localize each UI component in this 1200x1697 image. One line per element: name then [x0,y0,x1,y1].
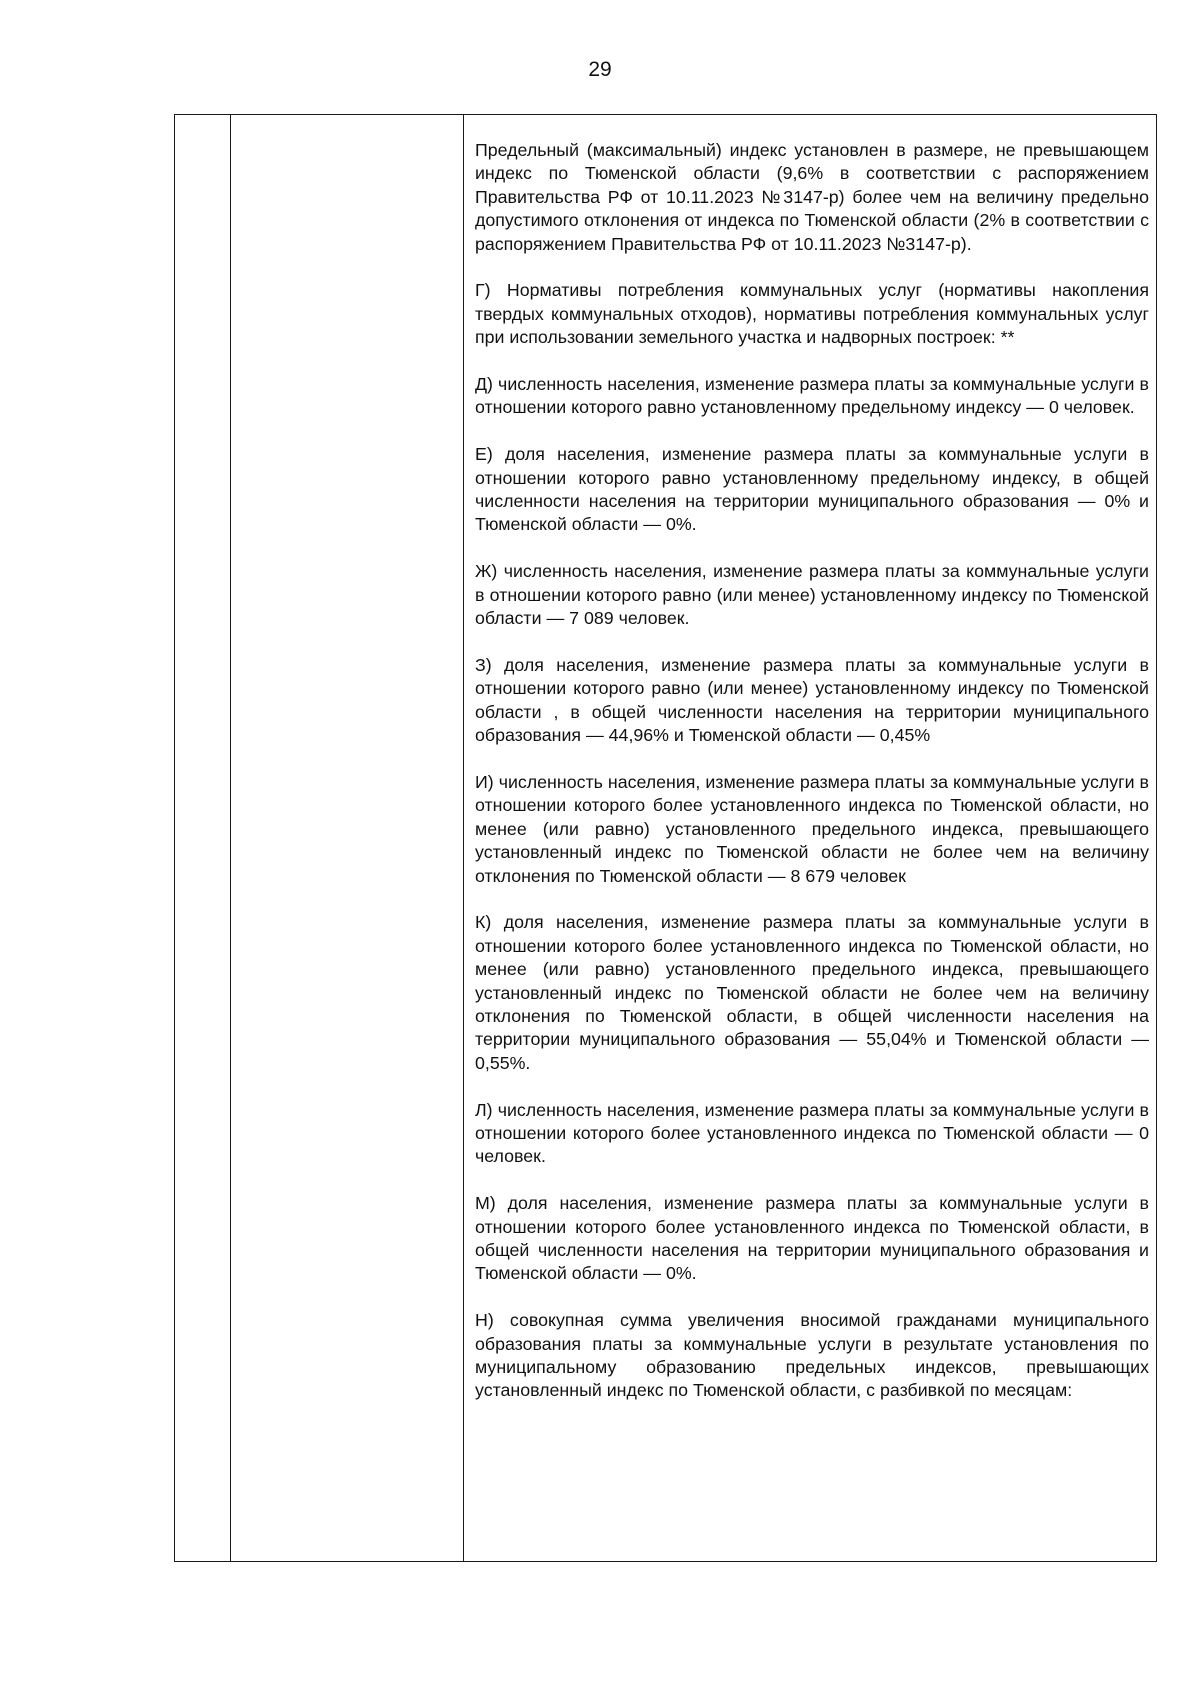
paragraph-z-share-below: З) доля населения, изменение размера платы за коммунальные услуги в отношении которого равно (или менее) установленному индексу по Тюменской области , в общей численности населения на территории муниципального образования — 44,96% и Тюменской области — 0,45% [475,654,1149,746]
paragraph-e-share-equal: Е) доля населения, изменение размера платы за коммунальные услуги в отношении которого равно установленному предельному индексу, в общей численности населения на территории муниципального образования — 0% и Тюменской области — 0%. [475,444,1149,535]
column-divider-1 [230,115,231,1561]
paragraph-zh-population-below: Ж) численность населения, изменение размера платы за коммунальные услуги в отношении которого равно (или менее) установленному индексу по Тюменской области — 7 089 человек. [475,561,1149,629]
column-divider-2 [463,115,464,1561]
paragraph-n-total-increase: Н) совокупная сумма увеличения вносимой гражданами муниципального образования платы за коммунальные услуги в результате установления по муниципальному образованию предельных индексов, превышающих установленный индекс по Тюменской области, с разбивкой по месяцам: [475,1310,1149,1401]
document-table [174,114,1157,1562]
paragraph-l-population-above: Л) численность населения, изменение размера платы за коммунальные услуги в отношении которого более установленного индекса по Тюменской области — 0 человек. [475,1099,1149,1167]
paragraph-max-index: Предельный (максимальный) индекс установлен в размере, не превышающем индекс по Тюменской области (9,6% в соответствии с распоряжением Правительства РФ от 10.11.2023 №3147-р) более чем на величину предельно допустимого отклонения от индекса по Тюменской области (2% в соответствии с распоряжением Правительства РФ от 10.11.2023 №3147-р). [475,140,1149,254]
paragraph-m-share-above: М) доля населения, изменение размера платы за коммунальные услуги в отношении которого более установленного индекса по Тюменской области, в общей численности населения на территории муниципального образования и Тюменской области — 0%. [475,1193,1149,1284]
paragraph-i-population-within: И) численность населения, изменение размера платы за коммунальные услуги в отношении которого более установленного индекса по Тюменской области, но менее (или равно) установленного предельного индекса, превышающего установленный индекс по Тюменской области не более чем на величину отклонения по Тюменской области — 8 679 человек [475,771,1149,886]
table-text-cell [475,139,1149,1403]
paragraph-g-norms: Г) Нормативы потребления коммунальных услуг (нормативы накопления твердых коммунальных отходов), нормативы потребления коммунальных услуг при использовании земельного участка и надворных построек: ** [475,280,1149,348]
paragraph-d-population-equal: Д) численность населения, изменение размера платы за коммунальные услуги в отношении которого равно установленному предельному индексу — 0 человек. [475,374,1149,418]
paragraph-k-share-within: К) доля населения, изменение размера платы за коммунальные услуги в отношении которого более установленного индекса по Тюменской области, но менее (или равно) установленного предельного индекса, превышающего установленный индекс по Тюменской области не более чем на величину отклонения по Тюменской области, в общей численности населения на территории муниципального образования — 55,04% и Тюменской области — 0,55%. [475,912,1149,1073]
page-number: 29 [588,58,612,81]
